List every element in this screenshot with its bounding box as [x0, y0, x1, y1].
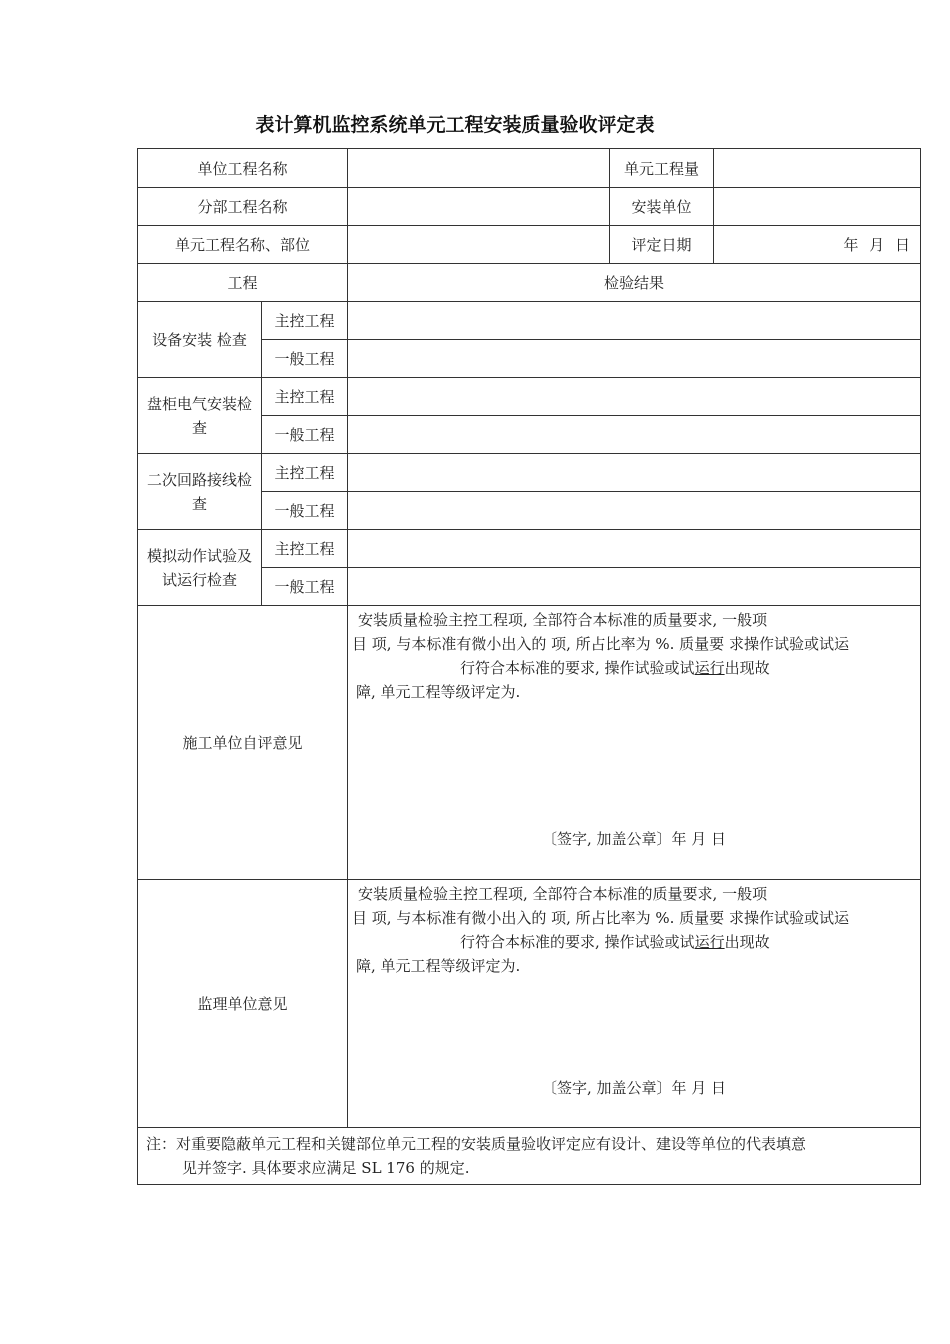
element-quantity-field[interactable]: [714, 149, 921, 188]
footnote: [138, 1128, 921, 1185]
supervisor-text-line-2: 目 项, 与本标准有微小出入的 项, 所占比率为 %. 质量要 求操作试验或试运: [352, 909, 849, 927]
supervisor-text-line-3: 行符合本标准的要求, 操作试验或试运行出现故: [460, 933, 770, 951]
supervisor-text-line-1: 安装质量检验主控工程项, 全部符合本标准的质量要求, 一般项: [358, 885, 768, 903]
row-element-name: [138, 226, 921, 264]
group-4-general-result[interactable]: [348, 568, 921, 606]
footnote-line-2: 见并签字. 具体要求应满足 SL 176 的规定.: [182, 1159, 470, 1177]
contractor-text-line-4: 障, 单元工程等级评定为.: [356, 683, 521, 701]
contractor-text-line-2: 目 项, 与本标准有微小出入的 项, 所占比率为 %. 质量要 求操作试验或试运: [352, 635, 849, 653]
contractor-opinion-field[interactable]: [348, 606, 921, 880]
footnote-line-1: 注：对重要隐蔽单元工程和关键部位单元工程的安装质量验收评定应有设计、建设等单位的代表填意: [146, 1135, 807, 1153]
group-3-main-result[interactable]: [348, 454, 921, 492]
group-4-main-result[interactable]: [348, 530, 921, 568]
row-group-2-main: [138, 378, 921, 416]
contractor-text-line-3: 行符合本标准的要求, 操作试验或试运行出现故: [460, 659, 770, 677]
unit-project-label: 单位工程名称: [138, 149, 348, 188]
row-division-project: [138, 188, 921, 226]
group-3-main-label: 主控工程: [262, 454, 348, 492]
row-group-3-main: [138, 454, 921, 492]
group-4-name: 模拟动作试验及试运行检查: [138, 530, 262, 606]
group-2-name: 盘柜电气安装检查: [138, 378, 262, 454]
page-title: 表计算机监控系统单元工程安装质量验收评定表: [255, 114, 655, 136]
evaluation-form-table: [137, 148, 921, 1185]
group-3-name: 二次回路接线检查: [138, 454, 262, 530]
row-note: [138, 1128, 921, 1185]
row-supervisor-opinion: [138, 880, 921, 1128]
group-1-main-label: 主控工程: [262, 302, 348, 340]
group-4-general-label: 一般工程: [262, 568, 348, 606]
supervisor-signature-line: 〔签字, 加盖公章〕年 月 日: [541, 1079, 727, 1097]
row-group-1-main: [138, 302, 921, 340]
supervisor-opinion-label: 监理单位意见: [138, 880, 348, 1128]
contractor-text-line-1: 安装质量检验主控工程项, 全部符合本标准的质量要求, 一般项: [358, 611, 768, 629]
group-1-main-result[interactable]: [348, 302, 921, 340]
unit-project-field[interactable]: [348, 149, 610, 188]
contractor-signature-line: 〔签字, 加盖公章〕年 月 日: [541, 830, 727, 848]
result-header: 检验结果: [348, 264, 921, 302]
row-contractor-opinion: [138, 606, 921, 880]
supervisor-opinion-field[interactable]: [348, 880, 921, 1128]
group-3-general-label: 一般工程: [262, 492, 348, 530]
row-unit-project: [138, 149, 921, 188]
group-1-name: 设备安装 检查: [138, 302, 262, 378]
install-unit-field[interactable]: [714, 188, 921, 226]
eval-date-label: 评定日期: [610, 226, 714, 264]
element-name-label: 单元工程名称、部位: [138, 226, 348, 264]
group-2-general-result[interactable]: [348, 416, 921, 454]
group-2-general-label: 一般工程: [262, 416, 348, 454]
element-quantity-label: 单元工程量: [610, 149, 714, 188]
group-2-main-label: 主控工程: [262, 378, 348, 416]
contractor-opinion-label: 施工单位自评意见: [138, 606, 348, 880]
group-1-general-result[interactable]: [348, 340, 921, 378]
group-3-general-result[interactable]: [348, 492, 921, 530]
supervisor-text-line-4: 障, 单元工程等级评定为.: [356, 957, 521, 975]
eval-date-field[interactable]: 年 月 日: [714, 226, 921, 264]
group-1-general-label: 一般工程: [262, 340, 348, 378]
division-project-field[interactable]: [348, 188, 610, 226]
install-unit-label: 安装单位: [610, 188, 714, 226]
row-header: [138, 264, 921, 302]
row-group-4-main: [138, 530, 921, 568]
element-name-field[interactable]: [348, 226, 610, 264]
division-project-label: 分部工程名称: [138, 188, 348, 226]
group-4-main-label: 主控工程: [262, 530, 348, 568]
item-header: 工程: [138, 264, 348, 302]
group-2-main-result[interactable]: [348, 378, 921, 416]
